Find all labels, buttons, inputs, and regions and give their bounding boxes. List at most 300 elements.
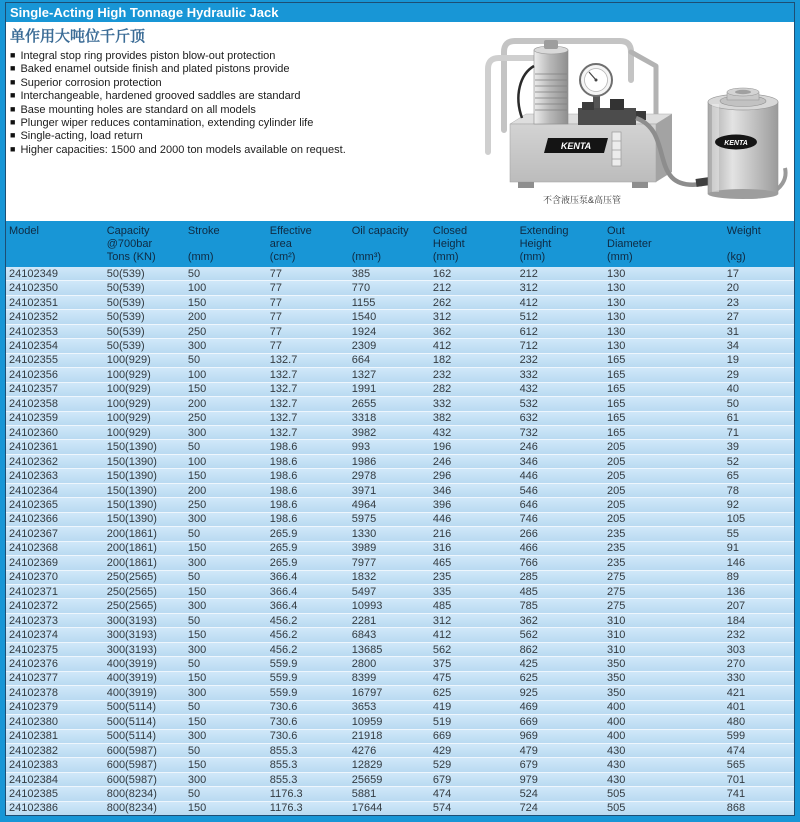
table-cell-capacity: 50(539) [106,325,145,338]
table-row [6,541,794,555]
table-cell-diameter: 205 [607,498,626,511]
table-cell-area: 456.2 [269,614,298,627]
oil-sight-glass [612,132,621,166]
pressure-gauge-icon [580,64,612,108]
power-cable [518,66,534,118]
table-cell-stroke: 300 [187,513,207,526]
table-cell-stroke: 250 [187,412,207,425]
table-cell-capacity: 100(929) [106,368,151,381]
column-header-line: (kg) [726,251,746,263]
table-cell-model: 24102370 [9,571,58,584]
table-cell-area: 730.6 [269,715,298,728]
table-cell-stroke: 50 [187,354,201,367]
table-cell-diameter: 275 [607,585,626,598]
table-cell-extending: 646 [519,498,538,511]
table-cell-capacity: 600(5987) [106,744,157,757]
table-cell-capacity: 50(539) [106,267,145,280]
table-cell-closed: 312 [432,614,452,627]
table-cell-capacity: 100(929) [106,354,151,367]
table-cell-closed: 212 [432,282,452,295]
product-photo [460,22,792,214]
table-cell-model: 24102358 [9,397,58,410]
table-row [6,613,794,627]
table-cell-stroke: 250 [187,498,207,511]
table-cell-capacity: 300(3193) [106,643,157,656]
table-cell-capacity: 50(539) [106,296,145,309]
table-cell-weight: 92 [726,498,740,511]
table-cell-area: 1176.3 [269,802,303,815]
table-row [6,671,794,685]
table-cell-oil: 1155 [351,296,376,309]
table-cell-oil: 3989 [351,542,377,555]
table-cell-capacity: 800(8234) [106,788,157,801]
table-cell-extending: 969 [519,730,538,743]
table-cell-model: 24102374 [9,629,58,642]
table-cell-oil: 25659 [351,773,383,786]
bullet-icon: ■ [10,130,16,141]
photo-caption: 不含液压泵&高压管 [542,195,622,205]
table-cell-weight: 105 [726,513,746,526]
table-row [6,786,794,800]
table-cell-diameter: 165 [607,383,626,396]
table-cell-weight: 27 [726,311,740,324]
bullet-icon: ■ [10,76,16,87]
table-cell-diameter: 205 [607,470,626,483]
table-cell-oil: 2281 [351,614,377,627]
svg-text:KENTA: KENTA [560,141,592,151]
table-row [6,280,794,294]
table-row [6,584,794,598]
table-cell-area: 132.7 [269,383,298,396]
table-cell-stroke: 100 [187,282,207,295]
table-cell-area: 1176.3 [269,788,303,801]
table-cell-weight: 78 [726,484,740,497]
table-cell-diameter: 165 [607,354,626,367]
table-cell-extending: 466 [519,542,538,555]
table-cell-weight: 50 [726,397,740,410]
column-header-line: Height [432,238,465,250]
table-row [6,396,794,410]
table-row [6,555,794,569]
table-row [6,267,794,280]
table-cell-oil: 385 [351,267,371,280]
table-cell-model: 24102372 [9,600,58,613]
table-cell-weight: 61 [726,412,740,425]
table-cell-closed: 465 [432,556,452,569]
table-row [6,497,794,511]
table-cell-area: 132.7 [269,426,298,439]
feature-text: Interchangeable, hardened grooved saddles are standard [20,90,301,103]
table-cell-stroke: 50 [187,527,201,540]
table-cell-weight: 303 [726,643,746,656]
column-header-line: Closed [432,225,468,237]
column-header-line: (mm) [519,251,546,263]
column-header-line: Out [607,225,625,237]
valve-block [578,99,646,125]
table-cell-extending: 432 [519,383,538,396]
table-cell-oil: 770 [351,282,371,295]
table-row [6,353,794,367]
table-cell-extending: 724 [519,802,538,815]
column-header-area [267,225,349,267]
column-header-line: Stroke [187,225,220,237]
table-row [6,627,794,641]
table-cell-capacity: 150(1390) [106,441,157,454]
table-cell-capacity: 200(1861) [106,542,157,555]
table-cell-area: 730.6 [269,701,298,714]
table-cell-area: 456.2 [269,643,298,656]
table-cell-capacity: 600(5987) [106,759,157,772]
table-cell-stroke: 200 [187,484,207,497]
table-cell-extending: 266 [519,527,538,540]
table-cell-extending: 332 [519,368,538,381]
table-cell-oil: 7977 [351,556,377,569]
table-cell-oil: 1832 [351,571,377,584]
table-cell-diameter: 430 [607,759,626,772]
table-cell-extending: 562 [519,629,538,642]
table-cell-extending: 632 [519,412,538,425]
table-cell-stroke: 50 [187,744,201,757]
table-cell-model: 24102378 [9,686,58,699]
table-cell-oil: 3318 [351,412,377,425]
table-cell-capacity: 100(929) [106,412,151,425]
table-cell-stroke: 300 [187,426,207,439]
column-header-line: Height [519,238,552,250]
table-cell-stroke: 50 [187,657,201,670]
table-cell-closed: 412 [432,629,452,642]
table-cell-area: 77 [269,311,283,324]
table-row [6,526,794,540]
table-cell-oil: 2655 [351,397,377,410]
column-header-oil [349,225,430,267]
table-cell-extending: 212 [519,267,538,280]
table-cell-diameter: 205 [607,455,626,468]
table-cell-model: 24102376 [9,657,58,670]
table-cell-stroke: 200 [187,311,207,324]
page-subtitle-chinese: 单作用大吨位千斤顶 [10,28,146,45]
table-cell-weight: 741 [726,788,746,801]
table-cell-area: 77 [269,267,283,280]
table-cell-model: 24102355 [9,354,58,367]
table-cell-closed: 162 [432,267,452,280]
table-cell-stroke: 50 [187,571,201,584]
table-cell-area: 559.9 [269,686,298,699]
table-cell-area: 132.7 [269,368,298,381]
feature-text: Superior corrosion protection [20,76,162,89]
table-cell-diameter: 235 [607,556,626,569]
table-cell-model: 24102365 [9,498,58,511]
table-cell-oil: 10993 [351,600,383,613]
feature-text: Single-acting, load return [20,130,143,143]
table-cell-weight: 184 [726,614,746,627]
table-cell-capacity: 250(2565) [106,600,157,613]
table-cell-oil: 1327 [351,368,377,381]
table-cell-capacity: 150(1390) [106,498,157,511]
table-cell-closed: 485 [432,600,452,613]
table-cell-diameter: 350 [607,657,626,670]
table-cell-capacity: 150(1390) [106,484,157,497]
table-cell-diameter: 130 [607,325,626,338]
table-cell-model: 24102369 [9,556,58,569]
column-header-line [9,238,104,251]
table-cell-stroke: 300 [187,600,207,613]
table-row [6,801,794,815]
table-cell-weight: 89 [726,571,740,584]
table-cell-stroke: 300 [187,339,207,352]
table-cell-diameter: 235 [607,542,626,555]
table-cell-closed: 262 [432,296,452,309]
table-cell-area: 198.6 [269,470,298,483]
table-cell-oil: 21918 [351,730,383,743]
table-cell-model: 24102384 [9,773,58,786]
table-cell-extending: 232 [519,354,538,367]
table-cell-area: 265.9 [269,556,298,569]
table-cell-stroke: 150 [187,542,207,555]
table-cell-weight: 599 [726,730,746,743]
feature-text: Integral stop ring provides piston blow-out protection [20,50,276,62]
table-cell-closed: 474 [432,788,452,801]
table-cell-extending: 346 [519,455,538,468]
table-cell-oil: 4276 [351,744,377,757]
bullet-icon: ■ [10,117,16,128]
column-header-line: @700bar [106,238,153,250]
table-cell-area: 559.9 [269,672,298,685]
table-cell-diameter: 275 [607,600,626,613]
table-cell-oil: 10959 [351,715,383,728]
table-cell-oil: 2978 [351,470,377,483]
bullet-icon: ■ [10,63,16,74]
table-cell-model: 24102373 [9,614,58,627]
table-cell-capacity: 600(5987) [106,773,157,786]
table-cell-capacity: 100(929) [106,383,151,396]
table-cell-capacity: 500(5114) [106,715,157,728]
table-cell-weight: 701 [726,773,746,786]
table-cell-diameter: 165 [607,368,626,381]
column-header-line: Effective [269,225,312,237]
table-cell-capacity: 50(539) [106,339,145,352]
table-cell-weight: 480 [726,715,746,728]
table-cell-weight: 868 [726,802,746,815]
table-cell-stroke: 50 [187,441,201,454]
table-cell-model: 24102382 [9,744,58,757]
column-header-line: (cm²) [269,251,296,263]
table-cell-closed: 296 [432,470,452,483]
table-cell-stroke: 50 [187,267,201,280]
table-cell-closed: 429 [432,744,452,757]
table-cell-stroke: 300 [187,773,207,786]
table-cell-oil: 664 [351,354,371,367]
column-header-line: (mm) [607,251,633,263]
table-cell-model: 24102371 [9,585,58,598]
table-cell-extending: 479 [519,744,538,757]
table-cell-oil: 1540 [351,311,377,324]
table-cell-closed: 475 [432,672,452,685]
table-cell-weight: 330 [726,672,746,685]
table-cell-capacity: 50(539) [106,282,145,295]
table-cell-area: 198.6 [269,455,298,468]
table-row [6,382,794,396]
table-cell-model: 24102363 [9,470,58,483]
table-row [6,411,794,425]
table-cell-oil: 2309 [351,339,377,352]
table-cell-model: 24102381 [9,730,58,743]
page-frame [5,2,795,816]
table-cell-model: 24102354 [9,339,58,352]
table-cell-weight: 23 [726,296,740,309]
table-cell-diameter: 205 [607,484,626,497]
table-cell-area: 456.2 [269,629,298,642]
feature-text: Higher capacities: 1500 and 2000 ton models available on request. [20,143,346,156]
table-cell-weight: 421 [726,686,746,699]
table-cell-extending: 312 [519,282,538,295]
table-cell-oil: 2800 [351,657,377,670]
table-cell-area: 132.7 [269,412,298,425]
table-cell-weight: 29 [726,368,740,381]
table-row [6,454,794,468]
table-row [6,685,794,699]
table-cell-closed: 375 [432,657,452,670]
table-cell-weight: 65 [726,470,740,483]
table-cell-stroke: 50 [187,614,201,627]
column-header-line: Extending [519,225,569,237]
table-cell-model: 24102362 [9,455,58,468]
column-header-extending [517,225,604,267]
table-cell-model: 24102385 [9,788,58,801]
column-header-line: area [269,238,292,250]
table-row [6,714,794,728]
table-cell-area: 77 [269,325,283,338]
svg-text:KENTA: KENTA [724,140,748,147]
table-cell-closed: 335 [432,585,452,598]
table-cell-closed: 235 [432,571,452,584]
table-cell-stroke: 250 [187,325,207,338]
table-cell-weight: 474 [726,744,746,757]
table-cell-model: 24102353 [9,325,58,338]
table-cell-area: 132.7 [269,354,298,367]
table-cell-oil: 12829 [351,759,383,772]
feature-text: Plunger wiper reduces contamination, extending cylinder life [20,117,314,130]
table-cell-extending: 625 [519,672,538,685]
table-cell-capacity: 250(2565) [106,585,157,598]
table-cell-extending: 425 [519,657,538,670]
table-cell-stroke: 150 [187,383,207,396]
table-cell-extending: 669 [519,715,538,728]
table-cell-oil: 17644 [351,802,383,815]
table-cell-oil: 8399 [351,672,377,685]
column-header-stroke [185,225,267,267]
column-header-line: Diameter [607,238,652,250]
table-row [6,295,794,309]
table-cell-diameter: 205 [607,441,626,454]
column-header-line [9,251,104,264]
table-cell-closed: 679 [432,773,452,786]
table-cell-stroke: 100 [187,368,207,381]
table-cell-diameter: 310 [607,629,626,642]
table-cell-model: 24102351 [9,296,58,309]
table-cell-weight: 20 [726,282,740,295]
table-cell-area: 855.3 [269,773,298,786]
table-cell-model: 24102368 [9,542,58,555]
table-cell-capacity: 500(5114) [106,701,157,714]
table-cell-capacity: 250(2565) [106,571,157,584]
table-cell-stroke: 300 [187,556,207,569]
table-cell-extending: 766 [519,556,538,569]
table-row [6,512,794,526]
table-cell-extending: 546 [519,484,538,497]
table-cell-diameter: 400 [607,730,626,743]
product-info-section [6,22,794,221]
table-cell-area: 198.6 [269,441,298,454]
table-cell-extending: 246 [519,441,538,454]
table-cell-extending: 785 [519,600,538,613]
table-cell-weight: 232 [726,629,746,642]
column-header-line: Tons (KN) [106,251,156,263]
table-cell-oil: 1924 [351,325,377,338]
table-cell-capacity: 50(539) [106,311,145,324]
table-cell-closed: 196 [432,441,452,454]
table-row [6,468,794,482]
column-header-line: Model [9,225,39,237]
column-header-line [727,238,794,251]
table-cell-closed: 446 [432,513,452,526]
table-header [6,221,794,267]
table-cell-closed: 382 [432,412,452,425]
table-cell-area: 77 [269,296,283,309]
table-cell-weight: 34 [726,339,740,352]
table-cell-closed: 669 [432,730,452,743]
feature-text: Baked enamel outside finish and plated pistons provide [20,63,290,76]
table-cell-stroke: 300 [187,643,207,656]
table-cell-model: 24102375 [9,643,58,656]
table-cell-stroke: 50 [187,788,201,801]
table-cell-extending: 285 [519,571,538,584]
pump-motor [518,40,568,124]
table-row [6,309,794,323]
table-cell-closed: 316 [432,542,452,555]
table-cell-closed: 182 [432,354,452,367]
cylinder-jack [708,88,778,199]
table-cell-area: 855.3 [269,759,298,772]
table-cell-oil: 993 [351,441,371,454]
table-cell-extending: 612 [519,325,538,338]
table-cell-model: 24102359 [9,412,58,425]
column-header-closed [430,225,517,267]
table-cell-weight: 207 [726,600,746,613]
bullet-icon: ■ [10,90,16,101]
feature-text: Base mounting holes are standard on all models [20,103,256,116]
table-cell-model: 24102367 [9,527,58,540]
table-cell-oil: 5497 [351,585,377,598]
table-cell-extending: 712 [519,339,538,352]
table-cell-oil: 3653 [351,701,377,714]
table-cell-area: 265.9 [269,527,298,540]
table-cell-oil: 4964 [351,498,377,511]
table-cell-weight: 39 [726,441,740,454]
table-cell-stroke: 200 [187,397,207,410]
table-cell-extending: 485 [519,585,538,598]
table-cell-model: 24102364 [9,484,58,497]
table-cell-area: 366.4 [269,600,298,613]
table-cell-closed: 246 [432,455,452,468]
bullet-icon: ■ [10,50,16,60]
table-cell-extending: 412 [519,296,538,309]
table-cell-model: 24102360 [9,426,58,439]
table-cell-diameter: 205 [607,513,626,526]
table-cell-stroke: 150 [187,802,207,815]
table-cell-weight: 31 [726,325,740,338]
bullet-icon: ■ [10,143,16,154]
table-cell-oil: 3982 [351,426,377,439]
